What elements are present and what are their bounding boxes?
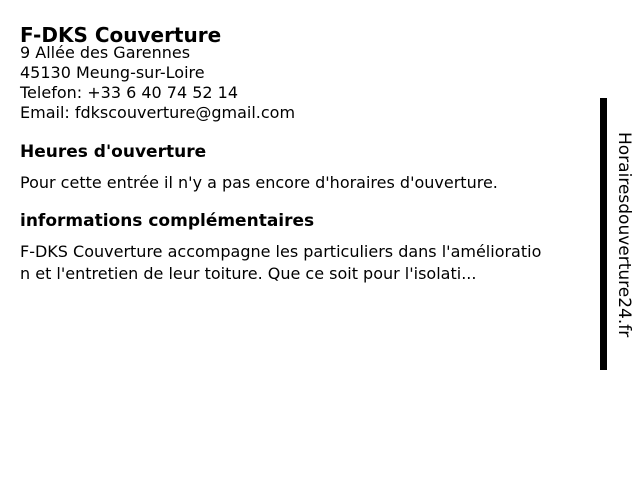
watermark-domain-text: Horairesdouverture24.fr (614, 132, 634, 338)
contact-block (20, 43, 295, 123)
page-title: F-DKS Couverture (20, 23, 222, 48)
info-description-line: n et l'entretien de leur toiture. Que ce soit pour l'isolati... (20, 264, 477, 283)
watermark-bar (600, 98, 607, 370)
address-city: 45130 Meung-sur-Loire (20, 63, 205, 82)
hours-section-heading: Heures d'ouverture (20, 142, 207, 162)
info-description-line: F-DKS Couverture accompagne les particuliers dans l'amélioratio (20, 242, 542, 261)
hours-empty-text: Pour cette entrée il n'y a pas encore d'horaires d'ouverture. (20, 173, 498, 192)
address-street: 9 Allée des Garennes (20, 43, 191, 62)
phone-line: Telefon: +33 6 40 74 52 14 (20, 83, 239, 102)
email-line: Email: fdkscouverture@gmail.com (20, 103, 296, 122)
info-section-heading: informations complémentaires (20, 211, 315, 231)
info-description (20, 241, 541, 285)
